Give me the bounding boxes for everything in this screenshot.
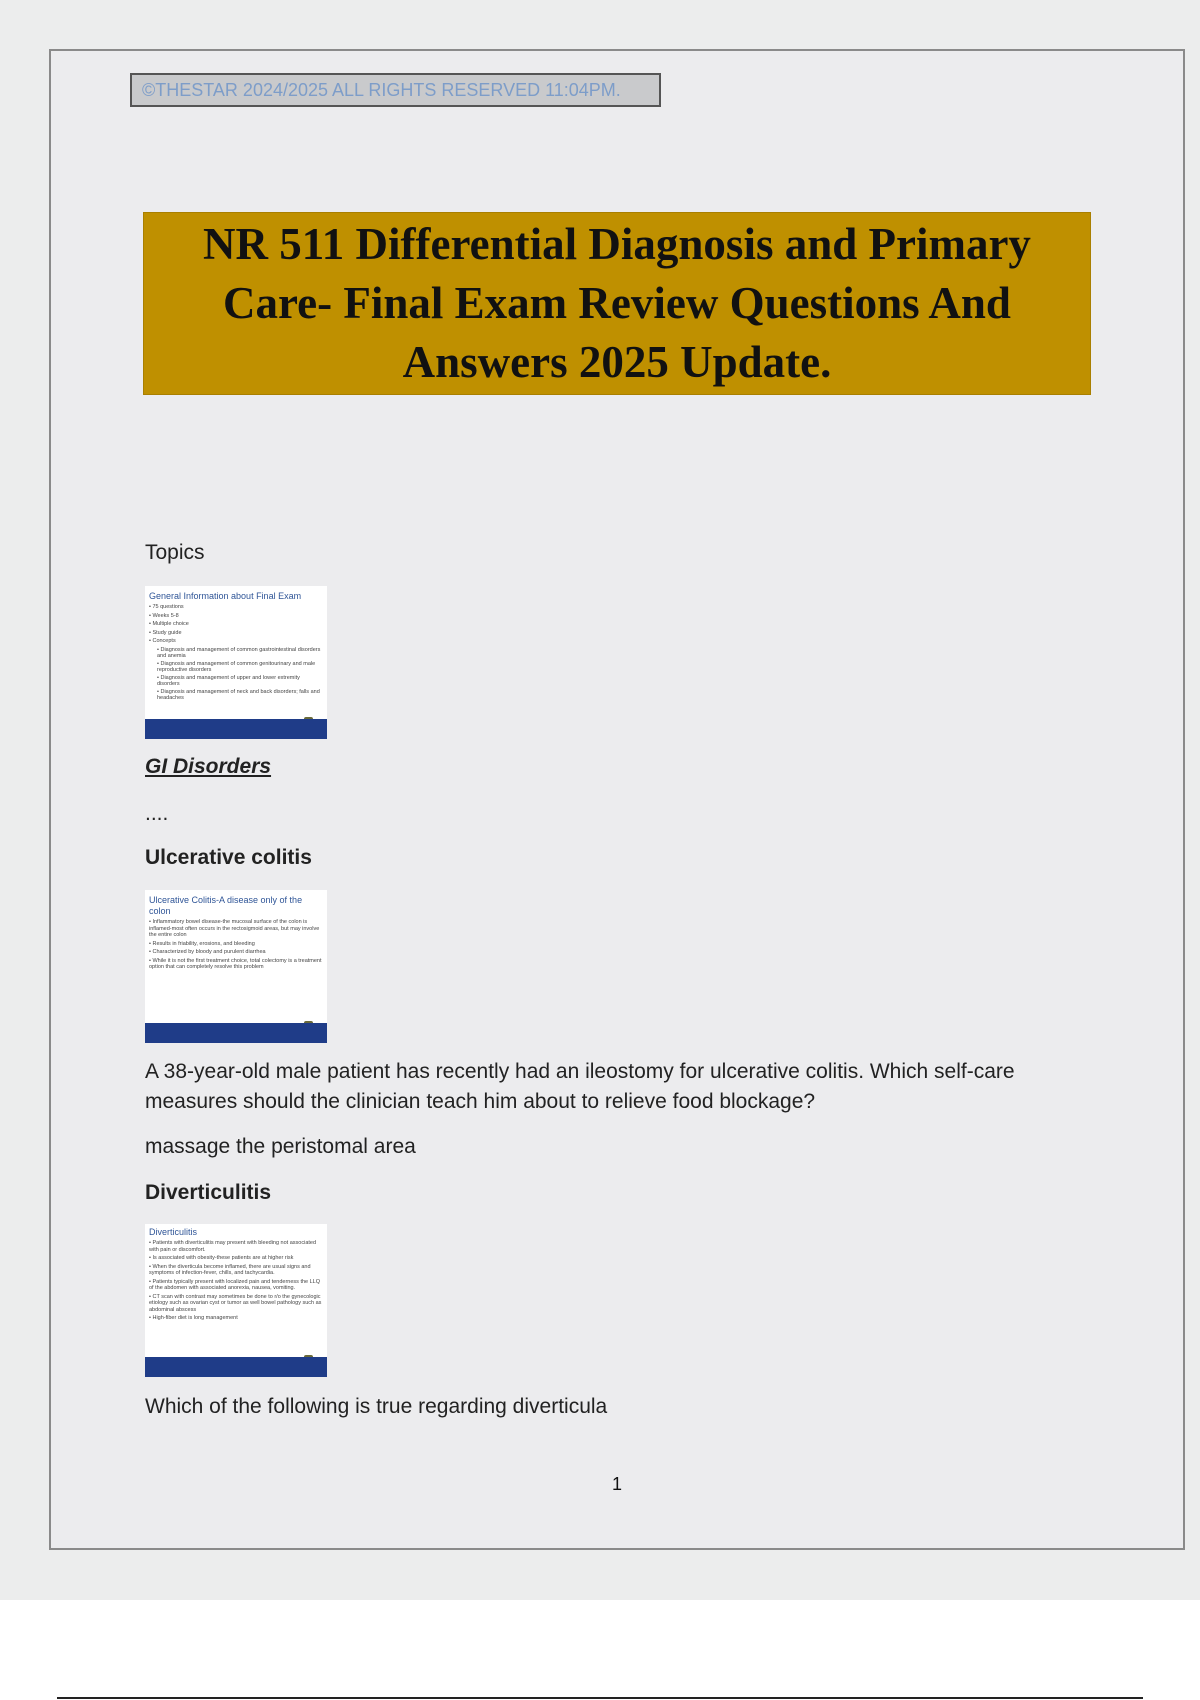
document-title: NR 511 Differential Diagnosis and Primary Care- Final Exam Review Questions And Answers 2025 Update.	[203, 219, 1031, 387]
slide-bullet: • Diagnosis and management of upper and lower extremity disorders	[157, 675, 323, 688]
question-2: Which of the following is true regarding diverticula	[145, 1395, 608, 1418]
slide-title: Ulcerative Colitis-A disease only of the colon	[149, 895, 303, 916]
copyright-stamp: ©THESTAR 2024/2025 ALL RIGHTS RESERVED 11:04PM.	[130, 73, 661, 107]
slide-bullet: • CT scan with contrast may sometimes be done to r/o the gynecologic etiology such as ovarian cyst or tumor as well bowel pathology such as abdominal abscess	[149, 1294, 323, 1314]
slide-bullet: • While it is not the first treatment choice, total colectomy is a treatment option that can completely resolve this problem	[149, 958, 323, 971]
slide-footer-bar	[145, 719, 327, 739]
slide-bullet: • Inflammatory bowel disease-the mucosal surface of the colon is inflamed-most often occurs in the rectosigmoid areas, but may involve the entire colon	[149, 919, 323, 939]
slide-bullet: • Multiple choice	[149, 621, 323, 628]
slide-bullet: • Is associated with obesity-these patients are at higher risk	[149, 1255, 323, 1262]
diverticulitis-heading: Diverticulitis	[145, 1181, 272, 1204]
slide-bullet: • Diagnosis and management of common gastrointestinal disorders and anemia	[157, 647, 323, 660]
slide-bullet: • Results in friability, erosions, and bleeding	[149, 941, 323, 948]
slide-bullet: • Concepts	[149, 638, 323, 645]
slide-bullet: • Weeks 5-8	[149, 613, 323, 620]
title-banner	[143, 212, 1091, 395]
slide-thumbnail-diverticulitis	[145, 1224, 327, 1377]
slide-bullet: • When the diverticula become inflamed, there are usual signs and symptoms of infection-fever, chills, and tachycardia.	[149, 1264, 323, 1277]
topics-label: Topics	[145, 541, 205, 564]
slide-bullet: • Patients with diverticulitis may present with bleeding not associated with pain or discomfort.	[149, 1240, 323, 1253]
slide-bullet: • Study guide	[149, 630, 323, 637]
gi-disorders-heading: GI Disorders	[145, 755, 272, 778]
slide-title: Diverticulitis	[149, 1227, 198, 1237]
question-1-line-2: measures should the clinician teach him about to relieve food blockage?	[145, 1090, 816, 1113]
slide-bullet: • Patients typically present with localized pain and tenderness the LLQ of the abdomen with associated anorexia, nausea, vomiting.	[149, 1279, 323, 1292]
next-page-rule	[57, 1697, 1143, 1699]
ellipsis-text: ....	[145, 802, 169, 825]
slide-thumbnail-final-exam	[145, 586, 327, 739]
slide-title: General Information about Final Exam	[149, 591, 302, 601]
slide-bullet: • 75 questions	[149, 604, 323, 611]
slide-bullet: • Diagnosis and management of neck and back disorders; falls and headaches	[157, 689, 323, 702]
slide-bullet: • Characterized by bloody and purulent diarrhea	[149, 949, 323, 956]
slide-bullet: • Diagnosis and management of common genitourinary and male reproductive disorders	[157, 661, 323, 674]
page-number: 1	[612, 1474, 623, 1494]
answer-1: massage the peristomal area	[145, 1135, 416, 1158]
ulcerative-colitis-heading: Ulcerative colitis	[145, 846, 312, 869]
question-1-line-1: A 38-year-old male patient has recently had an ileostomy for ulcerative colitis. Which self-care	[145, 1060, 1015, 1083]
slide-footer-bar	[145, 1357, 327, 1377]
slide-bullet: • High-fiber diet is long management	[149, 1315, 323, 1322]
slide-thumbnail-ulcerative-colitis	[145, 890, 327, 1043]
slide-footer-bar	[145, 1023, 327, 1043]
